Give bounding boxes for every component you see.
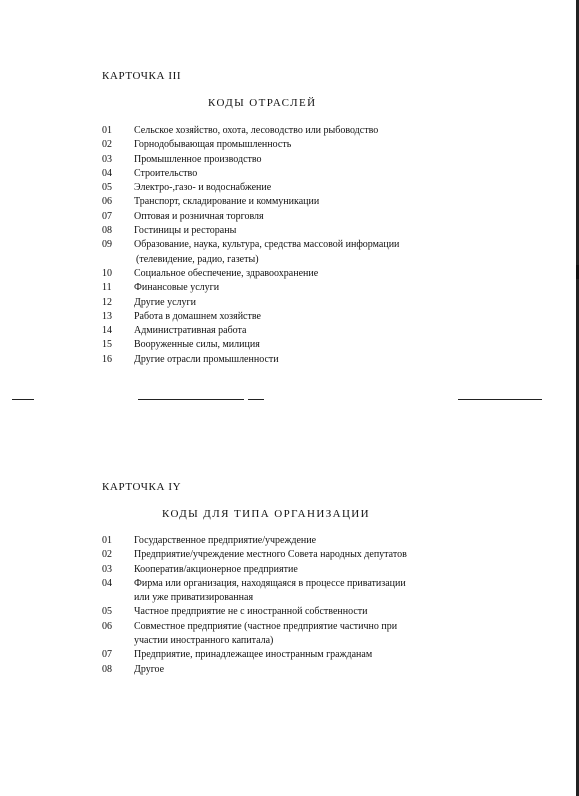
item-text: Другое: [134, 663, 165, 675]
list-item: [102, 267, 482, 281]
item-code: 06: [102, 620, 112, 632]
item-code: 16: [102, 353, 112, 365]
item-text: Совместное предприятие (частное предприятие частично при: [134, 620, 398, 632]
cut-line-segment: [12, 399, 34, 400]
item-text: Сельское хозяйство, охота, лесоводство или рыбоводство: [134, 125, 379, 136]
item-code: 01: [102, 125, 112, 136]
item-text-continuation: или уже приватизированная: [134, 592, 254, 604]
list-item-continuation: [102, 253, 482, 267]
item-text: Финансовые услуги: [134, 282, 220, 294]
item-text: Социальное обеспечение, здравоохранение: [134, 267, 319, 279]
item-code: 02: [102, 139, 112, 151]
item-text: Кооператив/акционерное предприятие: [134, 563, 298, 575]
item-code: 10: [102, 267, 112, 279]
list-item: [102, 138, 482, 152]
item-text: Промышленное производство: [134, 153, 262, 165]
list-item: [102, 238, 482, 252]
item-code: 07: [102, 649, 112, 661]
item-text: Гостиницы и рестораны: [134, 225, 237, 237]
list-item: [102, 195, 482, 209]
list-item: [102, 353, 482, 367]
item-code: 13: [102, 310, 112, 322]
list-item: [102, 210, 482, 224]
card3-title: КАРТОЧКА III: [102, 70, 182, 82]
list-item: [102, 153, 482, 167]
item-code: 12: [102, 296, 112, 308]
list-item: [102, 534, 492, 548]
list-item: [102, 663, 492, 677]
item-text: Предприятие/учреждение местного Совета народных депутатов: [134, 549, 407, 561]
list-item: [102, 310, 482, 324]
item-text: Электро-,газо- и водоснабжение: [134, 182, 272, 194]
item-code: 03: [102, 153, 112, 165]
item-text: Государственное предприятие/учреждение: [134, 535, 317, 546]
list-item: [102, 124, 482, 138]
item-code: 04: [102, 167, 112, 179]
list-item: [102, 324, 482, 338]
item-code: 02: [102, 549, 112, 561]
cut-line-segment: [458, 399, 542, 400]
item-code: 08: [102, 663, 112, 675]
item-text: Административная работа: [134, 325, 247, 337]
item-code: 06: [102, 196, 112, 208]
item-text-continuation: участии иностранного капитала): [134, 635, 274, 647]
card3-heading: КОДЫ ОТРАСЛЕЙ: [208, 97, 317, 109]
item-code: 09: [102, 239, 112, 251]
item-code: 01: [102, 535, 112, 546]
list-item: [102, 281, 482, 295]
item-code: 03: [102, 563, 112, 575]
item-text: Фирма или организация, находящаяся в процессе приватизации: [134, 577, 406, 589]
list-item: [102, 605, 492, 619]
item-text: Оптовая и розничная торговля: [134, 210, 264, 222]
card3-list: [102, 124, 482, 367]
card4-list: [102, 534, 492, 677]
item-text: Другие услуги: [134, 296, 196, 308]
list-item-continuation: [102, 634, 492, 648]
item-text: Предприятие, принадлежащее иностранным гражданам: [134, 649, 373, 661]
card4-title: КАРТОЧКА IY: [102, 481, 182, 493]
list-item: [102, 338, 482, 352]
item-text: Частное предприятие не с иностранной собственности: [134, 606, 368, 618]
item-text: Строительство: [134, 167, 198, 179]
item-text: Работа в домашнем хозяйстве: [134, 310, 261, 322]
list-item: [102, 296, 482, 310]
item-code: 14: [102, 325, 112, 337]
item-text: Образование, наука, культура, средства массовой информации: [134, 239, 400, 251]
item-text: Вооруженные силы, милиция: [134, 339, 260, 351]
item-text: Другие отрасли промышленности: [134, 353, 279, 365]
list-item: [102, 648, 492, 662]
item-code: 05: [102, 182, 112, 194]
item-code: 11: [102, 282, 112, 294]
cut-line-segment: [248, 399, 264, 400]
list-item: [102, 224, 482, 238]
list-item: [102, 577, 492, 591]
list-item: [102, 548, 492, 562]
item-text: Транспорт, складирование и коммуникации: [134, 196, 320, 208]
item-text: Горнодобывающая промышленность: [134, 139, 292, 151]
card4-heading: КОДЫ ДЛЯ ТИПА ОРГАНИЗАЦИИ: [162, 508, 370, 520]
item-code: 04: [102, 577, 112, 589]
list-item: [102, 181, 482, 195]
item-code: 07: [102, 210, 112, 222]
item-code: 08: [102, 225, 112, 237]
item-text-continuation: (телевидение, радио, газеты): [136, 253, 259, 265]
cut-line-segment: [138, 399, 244, 400]
list-item: [102, 563, 492, 577]
item-code: 15: [102, 339, 112, 351]
list-item-continuation: [102, 591, 492, 605]
item-code: 05: [102, 606, 112, 618]
list-item: [102, 167, 482, 181]
list-item: [102, 620, 492, 634]
